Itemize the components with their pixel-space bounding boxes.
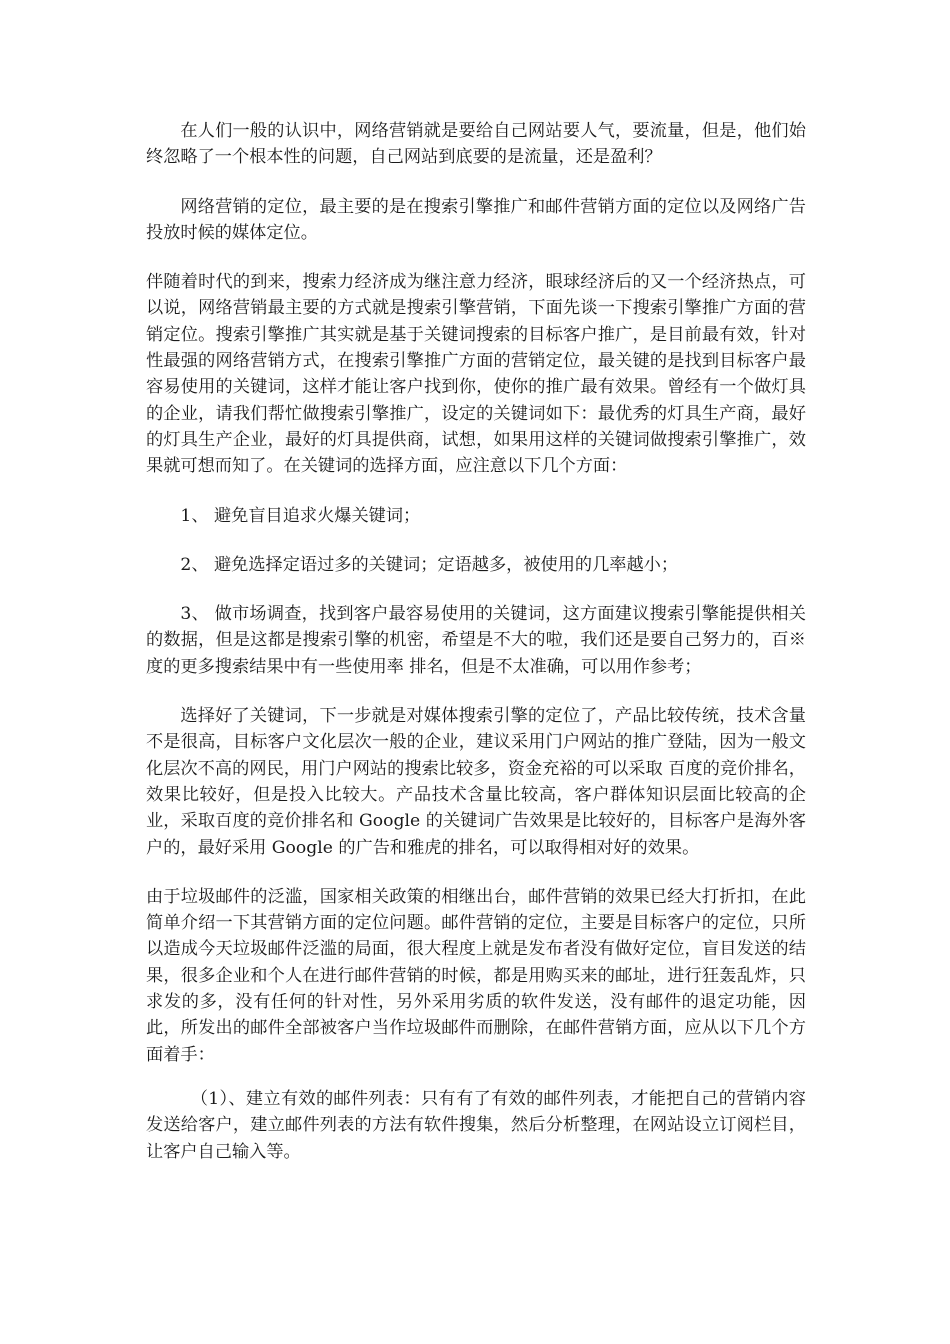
list-item-email-1: （1）、建立有效的邮件列表：只有有了有效的邮件列表，才能把自己的营销内容发送给客户，建立邮件列表的方法有软件搜集，然后分析整理，在网站设立订阅栏目，让客户自己输入等。 [146,1088,806,1162]
paragraph-media-positioning: 选择好了关键词，下一步就是对媒体搜索引擎的定位了，产品比较传统，技术含量不是很高，目标客户文化层次一般的企业，建议采用门户网站的推广登陆，因为一般文化层次不高的网民，用门户网站的搜索比较多，资金充裕的可以采取 百度的竞价排名，效果比较好，但是投入比较大。产品技术含量比较高，客户群体知识层面比较高的企业，采取百度的竞价排名和 Google 的关键词广告效果是比较好的，目标客户是海外客户的，最好采用 Google 的广告和雅虎的排名，可以取得相对好的效果。 [146,706,806,858]
paragraph-email-marketing: 由于垃圾邮件的泛滥，国家相关政策的相继出台，邮件营销的效果已经大打折扣，在此简单介绍一下其营销方面的定位问题。邮件营销的定位，主要是目标客户的定位，只所以造成今天垃圾邮件泛滥的局面，很大程度上就是发布者没有做好定位，盲目发送的结果，很多企业和个人在进行邮件营销的时候，都是用购买来的邮址，进行狂轰乱炸，只求发的多，没有任何的针对性，另外采用劣质的软件发送，没有邮件的退定功能，因此，所发出的邮件全部被客户当作垃圾邮件而删除，在邮件营销方面，应从以下几个方面着手： [146,886,806,1065]
list-item-keyword-3: 3、 做市场调查，找到客户最容易使用的关键词，这方面建议搜索引擎能提供相关的数据，但是这都是搜索引擎的机密，希望是不大的啦，我们还是要自己努力的，百※度的更多搜索结果中有一些使用率 排名，但是不太准确，可以用作参考； [146,604,806,677]
paragraph-intro: 在人们一般的认识中，网络营销就是要给自己网站要人气，要流量，但是，他们始终忽略了一个根本性的问题，自己网站到底要的是流量，还是盈利？ [146,121,806,168]
list-item-keyword-1: 1、 避免盲目追求火爆关键词； [180,505,421,526]
list-item-keyword-2: 2、 避免选择定语过多的关键词；定语越多，被使用的几率越小； [180,554,679,575]
paragraph-search-engine: 伴随着时代的到来，搜索力经济成为继注意力经济，眼球经济后的又一个经济热点，可以说，网络营销最主要的方式就是搜索引擎营销，下面先谈一下搜索引擎推广方面的营销定位。搜索引擎推广其实就是基于关键词搜索的目标客户推广，是目前最有效，针对性最强的网络营销方式，在搜索引擎推广方面的营销定位，最关键的是找到目标客户最容易使用的关键词，这样才能让客户找到你，使你的推广最有效果。曾经有一个做灯具的企业，请我们帮忙做搜索引擎推广，设定的关键词如下：最优秀的灯具生产商，最好的灯具生产企业，最好的灯具提供商，试想，如果用这样的关键词做搜索引擎推广，效果就可想而知了。在关键词的选择方面，应注意以下几个方面： [146,272,806,477]
paragraph-positioning: 网络营销的定位，最主要的是在搜索引擎推广和邮件营销方面的定位以及网络广告投放时候的媒体定位。 [146,196,806,243]
document-body [146,118,806,1188]
